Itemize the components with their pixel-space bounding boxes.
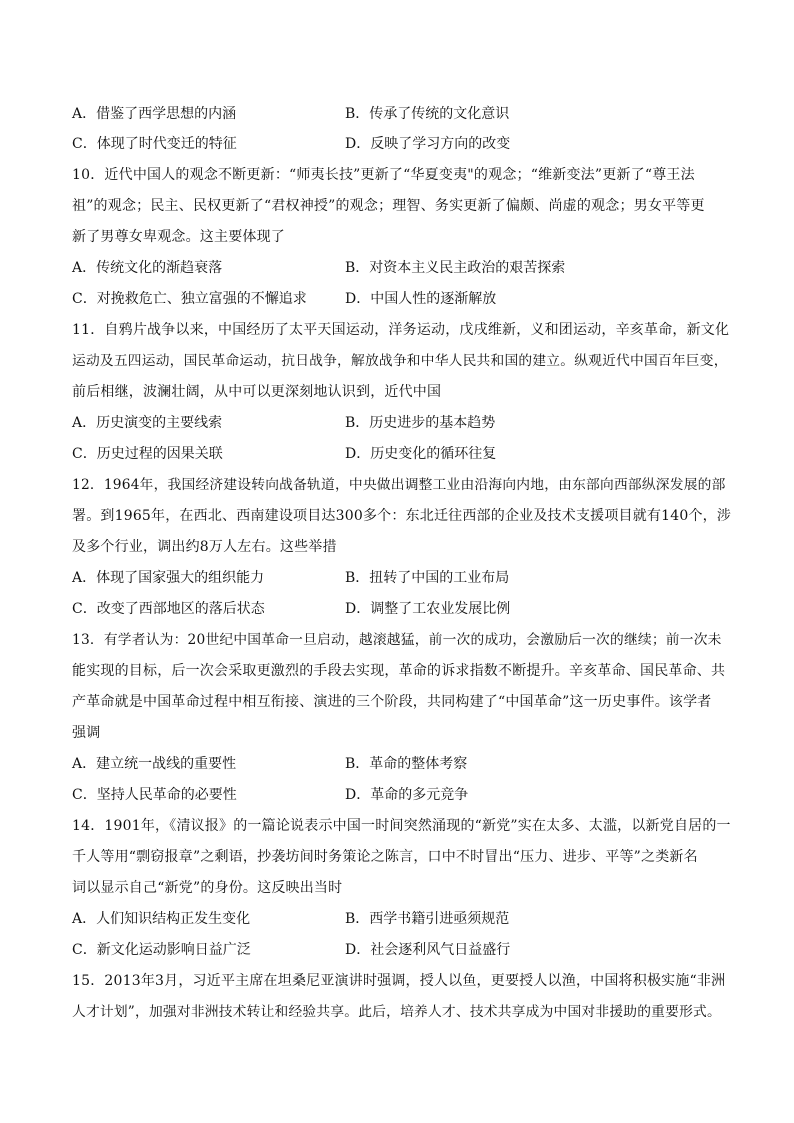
q11-option-d: D．历史变化的循环往复	[345, 446, 497, 462]
q13-stem-line-3: 产革命就是中国革命过程中相互衔接、演进的三个阶段，共同构建了“中国革命”这一历史事件。该学者	[72, 694, 712, 710]
q12-option-b: B．扭转了中国的工业布局	[345, 570, 510, 586]
q12-stem-line-2: 署。到1965年，在西北、西南建设项目达300多个：东北迁往西部的企业及技术支援项目就有140个，涉	[72, 508, 732, 524]
q15-stem-line-1: 15．2013年3月，习近平主席在坦桑尼亚演讲时强调，授人以鱼，更要授人以渔，中国将积极实施“非洲	[72, 973, 726, 989]
q14-stem-line-1: 14．1901年，《清议报》的一篇论说表示中国一时间突然涌现的“新党”实在太多、太滥，以新党自居的一	[72, 818, 731, 834]
q12-stem-line-1: 12．1964年，我国经济建设转向战备轨道，中央做出调整工业由沿海向内地，由东部向西部纵深发展的部	[72, 477, 726, 493]
q11-stem-line-2: 运动及五四运动，国民革命运动，抗日战争，解放战争和中华人民共和国的建立。纵观近代中国百年巨变，	[72, 353, 728, 369]
q10-option-b: B．对资本主义民主政治的艰苦探索	[345, 260, 566, 276]
q15-stem-line-2: 人才计划”，加强对非洲技术转让和经验共享。此后，培养人才、技术共享成为中国对非援助的重要形式。	[72, 1004, 721, 1020]
q9-option-a: A．借鉴了西学思想的内涵	[72, 106, 237, 122]
q12-option-c: C．改变了西部地区的落后状态	[72, 601, 265, 617]
q10-stem-line-3: 新了男尊女卑观念。这主要体现了	[72, 229, 285, 245]
q11-option-a: A．历史演变的主要线索	[72, 415, 223, 431]
q11-stem-line-3: 前后相继，波澜壮阔，从中可以更深刻地认识到，近代中国	[72, 384, 442, 400]
q10-option-c: C．对挽救危亡、独立富强的不懈追求	[72, 291, 307, 307]
q14-option-b: B．西学书籍引进亟须规范	[345, 911, 510, 927]
q11-option-b: B．历史进步的基本趋势	[345, 415, 496, 431]
q14-stem-line-2: 千人等用“剽窃报章”之剩语，抄袭坊间时务策论之陈言，口中不时冒出“压力、进步、平等”之类新名	[72, 849, 698, 865]
q10-stem-line-2: 祖”的观念；民主、民权更新了“君权神授”的观念；理智、务实更新了偏颇、尚虚的观念；男女平等更	[72, 198, 705, 214]
q9-option-d: D．反映了学习方向的改变	[345, 136, 511, 152]
q14-option-a: A．人们知识结构正发生变化	[72, 911, 251, 927]
q14-stem-line-3: 词以显示自己“新党”的身份。这反映出当时	[72, 880, 343, 896]
q13-stem-line-2: 能实现的目标，后一次会采取更激烈的手段去实现，革命的诉求指数不断提升。辛亥革命、国民革命、共	[72, 663, 726, 679]
q14-option-d: D．社会逐利风气日益盛行	[345, 942, 511, 958]
q13-option-c: C．坚持人民革命的必要性	[72, 787, 237, 803]
q13-stem-line-1: 13．有学者认为：20世纪中国革命一旦启动，越滚越猛，前一次的成功，会激励后一次的继续；前一次未	[72, 632, 722, 648]
q12-option-a: A．体现了国家强大的组织能力	[72, 570, 265, 586]
q14-option-c: C．新文化运动影响日益广泛	[72, 942, 251, 958]
q12-stem-line-3: 及多个行业，调出约8万人左右。这些举措	[72, 539, 337, 555]
q9-option-b: B．传承了传统的文化意识	[345, 106, 510, 122]
q10-option-a: A．传统文化的渐趋衰落	[72, 260, 223, 276]
q12-option-d: D．调整了工农业发展比例	[345, 601, 511, 617]
q10-stem-line-1: 10．近代中国人的观念不断更新：“师夷长技”更新了“华夏变夷"的观念；“维新变法”更新了“尊王法	[72, 167, 695, 183]
q13-option-a: A．建立统一战线的重要性	[72, 756, 237, 772]
q10-option-d: D．中国人性的逐渐解放	[345, 291, 497, 307]
q13-stem-line-4: 强调	[72, 725, 101, 741]
q11-stem-line-1: 11．自鸦片战争以来，中国经历了太平天国运动，洋务运动，戊戌维新，义和团运动，辛亥革命，新文化	[72, 322, 730, 338]
q11-option-c: C．历史过程的因果关联	[72, 446, 223, 462]
q13-option-b: B．革命的整体考察	[345, 756, 468, 772]
q9-option-c: C．体现了时代变迁的特征	[72, 136, 237, 152]
q13-option-d: D．革命的多元竞争	[345, 787, 469, 803]
